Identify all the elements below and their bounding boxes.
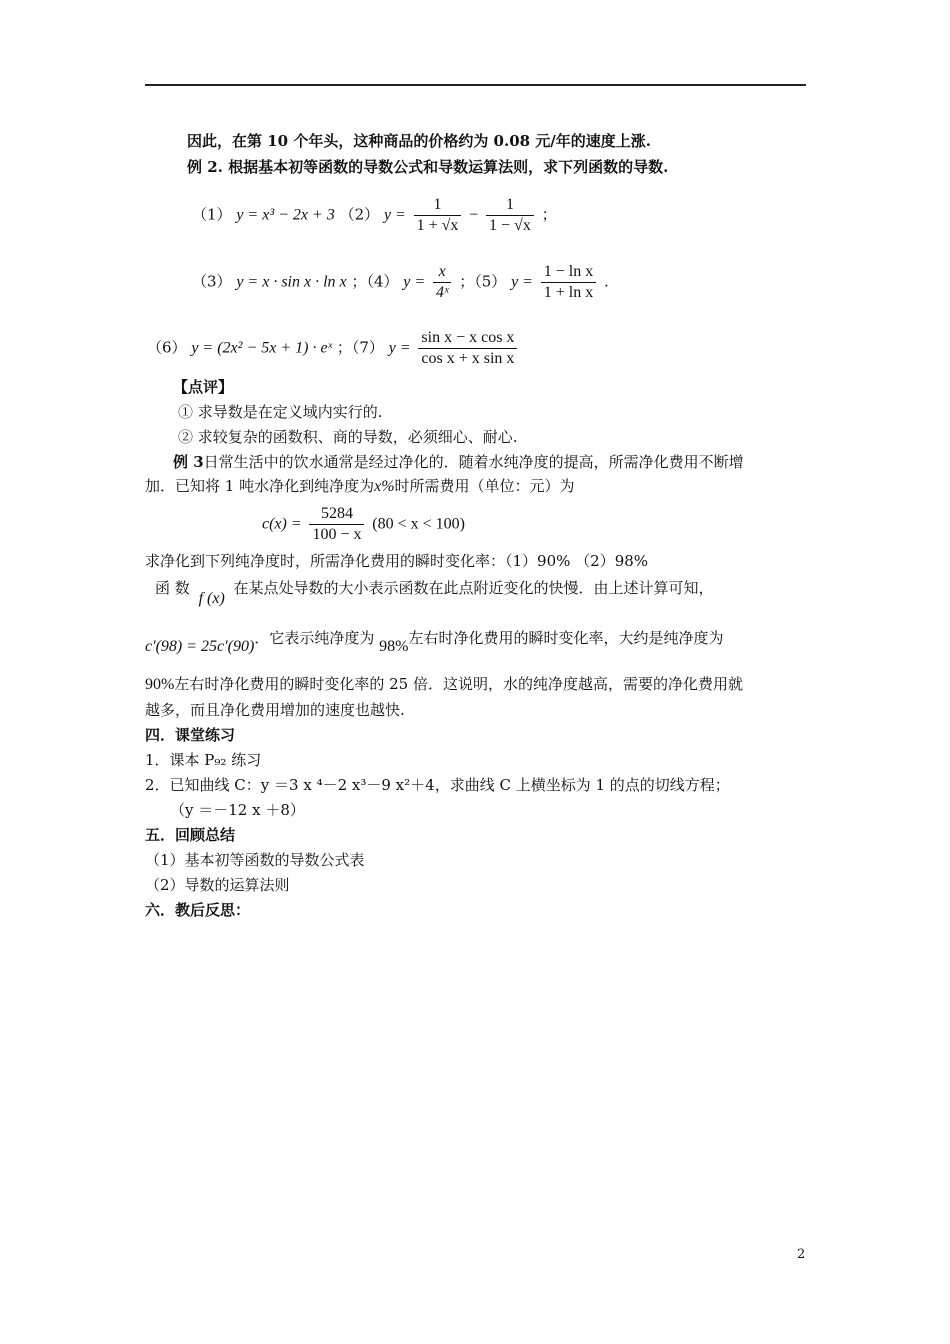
example-3-text-1: 日常生活中的饮水通常是经过净化的．随着水纯净度的提高，所需净化费用不断增 [203, 453, 744, 471]
item-5-denominator: 1 + ln x [541, 282, 596, 303]
section-5-item-1: （1）基本初等函数的导数公式表 [145, 851, 365, 869]
item-2-number: （2） [339, 205, 380, 224]
item-6-expression: y = (2x² − 5x + 1) · eˣ [191, 339, 333, 357]
item-2-lhs: y = [383, 206, 406, 224]
analysis-function-word: 函 数 [155, 579, 190, 597]
item-7-numerator: sin x − x cos x [421, 329, 515, 346]
item-3-number: （3） [192, 272, 232, 291]
analysis-line-1 [155, 578, 714, 607]
analysis-line-2 [145, 628, 724, 655]
section-5-item-2: （2）导数的运算法则 [145, 876, 290, 894]
item-2-fraction-a [414, 195, 462, 236]
analysis-line-4: 越多，而且净化费用增加的速度也越快. [145, 701, 405, 719]
comment-item-1: ① 求导数是在定义域内实行的. [178, 403, 383, 421]
row-1-end: ； [541, 205, 557, 224]
section-4-title: 四．课堂练习 [145, 726, 236, 744]
example-3-question: 求净化到下列纯净度时，所需净化费用的瞬时变化率：（1）90% （2）98% [145, 552, 649, 570]
section-5-title: 五．回顾总结 [145, 826, 236, 844]
example-3-line-2 [145, 476, 575, 497]
example-3-percent: x% [374, 478, 395, 495]
cost-formula [262, 504, 465, 545]
item-5-lhs: y = [511, 273, 533, 291]
item-4-number: ；（4） [351, 272, 399, 291]
formula-row-1: （1） y = x³ − 2x + 3 （2） y = $\frac{1}{1 + √x}$ − $\frac{1}{1 - √x}$ ； [192, 196, 557, 234]
analysis-text-1: 在某点处导数的大小表示函数在此点附近变化的快慢．由上述计算可知， [233, 579, 714, 597]
analysis-function-symbol: f (x) [198, 590, 225, 607]
cost-lhs: c(x) = [262, 515, 302, 533]
cost-denominator: 100 − x [309, 524, 364, 545]
item-4-numerator: x [438, 263, 446, 280]
item-7-denominator: cos x + x sin x [418, 348, 517, 369]
example-3-text-2a: 加．已知将 1 吨水净化到纯净度为 [145, 477, 375, 495]
item-7-number: ；（7） [336, 338, 384, 357]
analysis-98-percent: 98% [379, 638, 409, 655]
analysis-text-3b: 左右时净化费用的瞬时变化率的 25 倍．这说明，水的纯净度越高，需要的净化费用就 [174, 675, 743, 693]
analysis-text-2b: ．它表示纯净度为 [254, 629, 375, 647]
item-2-fraction-b [486, 195, 534, 236]
analysis-90-percent: 90% [145, 676, 175, 693]
item-3-expression: y = x · sin x · ln x [236, 273, 347, 291]
comment-item-2: ② 求较复杂的函数积、商的导数，必须细心、耐心. [178, 428, 518, 446]
example-2-label: 例 2. [187, 158, 223, 176]
item-1-expression: y = x³ − 2x + 3 [236, 206, 335, 224]
cost-condition: (80 < x < 100) [372, 515, 465, 533]
analysis-derivative-relation: c′(98) = 25c′(90) [145, 638, 255, 655]
cost-fraction [309, 504, 364, 545]
fraction-b-numerator: 1 [505, 196, 514, 213]
analysis-text-2d: 左右时净化费用的瞬时变化率，大约是纯净度为 [408, 629, 724, 647]
header-rule [145, 84, 806, 86]
item-1-number: （1） [192, 205, 232, 224]
fraction-b-denominator: 1 − √x [486, 215, 534, 236]
example-2-text: 根据基本初等函数的导数公式和导数运算法则，求下列函数的导数. [228, 158, 669, 176]
page-number: 2 [797, 1247, 806, 1262]
item-5-fraction [541, 262, 596, 303]
item-5-numerator: 1 − ln x [543, 263, 594, 280]
analysis-line-3 [145, 674, 743, 695]
section-6-title: 六．教后反思： [145, 901, 251, 919]
comment-title: 【点评】 [173, 378, 234, 396]
section-4-item-2: 2．已知曲线 C：y ＝3 x ⁴－2 x³－9 x²＋4，求曲线 C 上横坐标为 1 的点的切线方程； [145, 776, 730, 794]
formula-row-3 [147, 328, 520, 369]
example-3-text-2c: 时所需费用（单位：元）为 [394, 477, 575, 495]
fraction-a-denominator: 1 + √x [414, 215, 462, 236]
item-4-fraction [433, 262, 452, 303]
row-2-end: . [604, 272, 609, 291]
item-7-fraction [418, 328, 517, 369]
fraction-a-numerator: 1 [433, 196, 442, 213]
example-3-line-1 [173, 452, 744, 472]
item-5-number: ；（5） [459, 272, 507, 291]
section-4-answer: （y ＝－12 x ＋8） [170, 801, 305, 819]
section-4-item-1: 1．课本 P₉₂ 练习 [145, 751, 262, 769]
example-3-label: 例 3 [173, 453, 204, 471]
example-2-heading [187, 157, 668, 177]
item-7-lhs: y = [388, 339, 411, 357]
intro-line: 因此，在第 10 个年头，这种商品的价格约为 0.08 元/年的速度上涨. [187, 132, 651, 150]
formula-row-2 [192, 262, 609, 303]
item-6-number: （6） [147, 338, 187, 357]
item-4-denominator: 4ˣ [433, 282, 452, 303]
item-4-lhs: y = [403, 273, 426, 291]
cost-numerator: 5284 [320, 505, 353, 522]
